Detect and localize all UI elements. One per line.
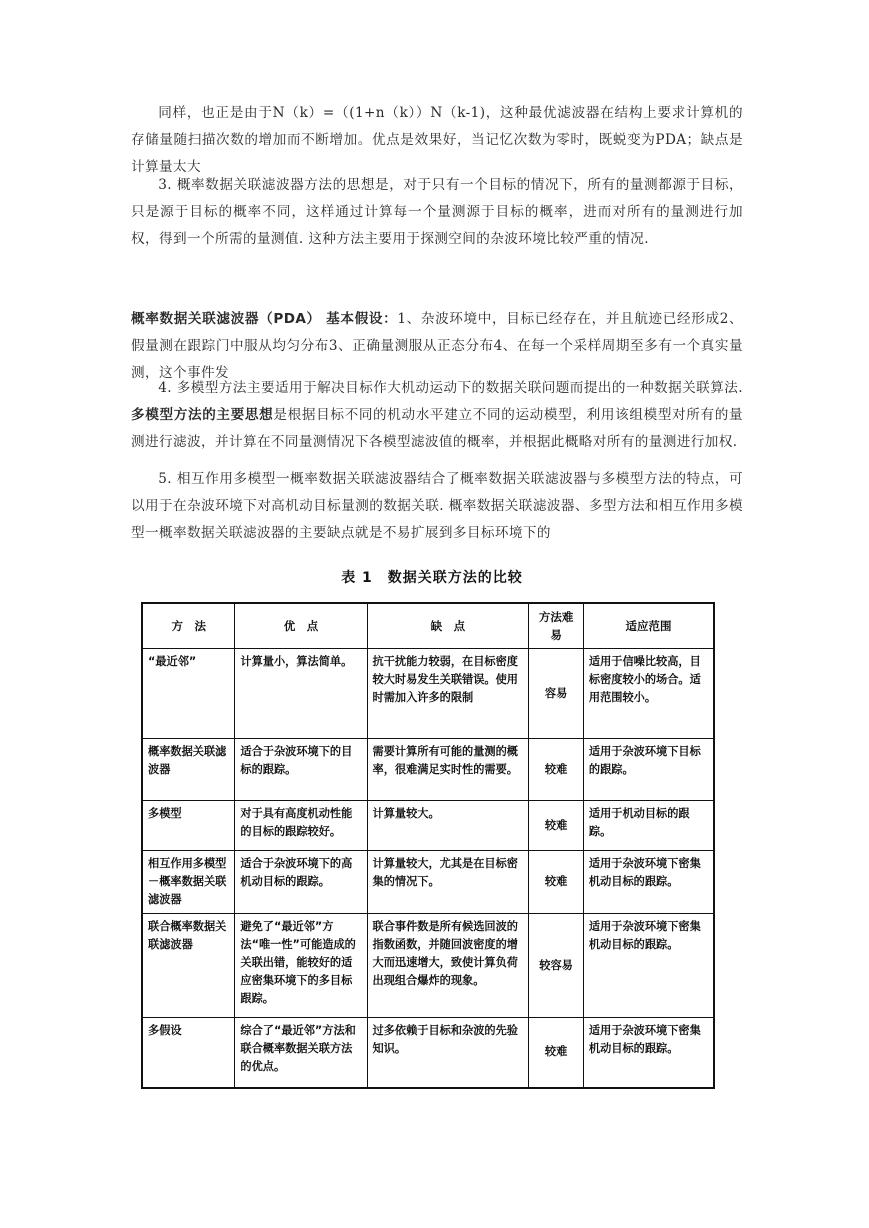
cell-cons: 计算量较大。 bbox=[367, 801, 529, 851]
cell-scope: 适用于杂波环境下密集机动目标的跟踪。 bbox=[583, 914, 714, 1018]
cell-cons: 联合事件数是所有候选回波的指数函数，并随回波密度的增大而迅速增大，致使计算负荷出现组合爆炸的现象。 bbox=[367, 914, 529, 1018]
cell-scope: 适用于信噪比较高，目标密度较小的场合。适用范围较小。 bbox=[583, 649, 714, 739]
cell-method: 概率数据关联滤波器 bbox=[142, 739, 235, 801]
cell-difficulty: 较难 bbox=[529, 739, 584, 801]
paragraph-5: 5. 相互作用多模型一概率数据关联滤波器结合了概率数据关联滤波器与多模型方法的特点，可以用于在杂波环境下对高机动目标量测的数据关联. 概率数据关联滤波器、多型方法和相互作用多模型一概率数据关联滤波器的主要缺点就是不易扩展到多目标环境下的 bbox=[131, 471, 743, 541]
cell-difficulty: 较难 bbox=[529, 851, 584, 914]
table-row bbox=[142, 649, 714, 739]
header-method: 方 法 bbox=[142, 603, 235, 649]
header-scope: 适应范围 bbox=[583, 603, 714, 649]
paragraph-4 bbox=[131, 375, 743, 456]
cell-pros: 适合于杂波环境下的高机动目标的跟踪。 bbox=[235, 851, 367, 914]
cell-pros: 计算量小，算法简单。 bbox=[235, 649, 367, 739]
paragraph-1: 同样，也正是由于N（k）=（(1+n（k））N（k-1)，这种最优滤波器在结构上要求计算机的存储量随扫描次数的增加而不断增加。优点是效果好，当记忆次数为零时，既蜕变为PDA；缺点是计算量太大 bbox=[131, 105, 743, 175]
cell-difficulty: 较难 bbox=[529, 1018, 584, 1088]
cell-cons: 过多依赖于目标和杂波的先验知识。 bbox=[367, 1018, 529, 1088]
table-row bbox=[142, 851, 714, 914]
cell-method: 联合概率数据关联滤波器 bbox=[142, 914, 235, 1018]
cell-method: 相互作用多模型－概率数据关联滤波器 bbox=[142, 851, 235, 914]
pda-assumptions: 1、杂波环境中，目标已经存在，并且航迹已经形成2、假量测在跟踪门中服从均匀分布3、正确量测服从正态分布4、在每一个采样周期至多有一个真实量测，这个事件发 bbox=[131, 311, 744, 381]
table-row bbox=[142, 914, 714, 1018]
cell-method: 多假设 bbox=[142, 1018, 235, 1088]
table-header-row bbox=[142, 603, 714, 649]
paragraph-4-body: 是根据目标不同的机动水平建立不同的运动模型，利用该组模型对所有的量测进行滤波，并计算在不同量测情况下各模型滤波值的概率，并根据此概略对所有的量测进行加权. bbox=[131, 407, 744, 450]
cell-method: 多模型 bbox=[142, 801, 235, 851]
cell-scope: 适用于杂波环境下密集机动目标的跟踪。 bbox=[583, 1018, 714, 1088]
table-row bbox=[142, 1018, 714, 1088]
header-pros: 优 点 bbox=[235, 603, 367, 649]
cell-cons: 抗干扰能力较弱，在目标密度较大时易发生关联错误。使用时需加入许多的限制 bbox=[367, 649, 529, 739]
paragraph-4-intro: 4. 多模型方法主要适用于解决目标作大机动运动下的数据关联问题而提出的一种数据关联算法. bbox=[158, 380, 743, 396]
cell-difficulty: 容易 bbox=[529, 649, 584, 739]
cell-method: “最近邻” bbox=[142, 649, 235, 739]
cell-cons: 需要计算所有可能的量测的概率，很难满足实时性的需要。 bbox=[367, 739, 529, 801]
cell-scope: 适用于杂波环境下目标的跟踪。 bbox=[583, 739, 714, 801]
table-row bbox=[142, 801, 714, 851]
pda-heading: 概率数据关联滤波器（PDA） 基本假设： bbox=[131, 311, 398, 327]
header-cons: 缺 点 bbox=[367, 603, 529, 649]
paragraph-2: 3. 概率数据关联滤波器方法的思想是，对于只有一个目标的情况下，所有的量测都源于目标，只是源于目标的概率不同，这样通过计算每一个量测源于目标的概率，进而对所有的量测进行加权，得到一个所需的量测值. 这种方法主要用于探测空间的杂波环境比较严重的情况. bbox=[131, 177, 743, 247]
multi-model-heading: 多模型方法的主要思想 bbox=[131, 407, 274, 423]
cell-difficulty: 较容易 bbox=[529, 914, 584, 1018]
cell-scope: 适用于机动目标的跟踪。 bbox=[583, 801, 714, 851]
cell-cons: 计算量较大，尤其是在目标密集的情况下。 bbox=[367, 851, 529, 914]
cell-scope: 适用于杂波环境下密集机动目标的跟踪。 bbox=[583, 851, 714, 914]
header-difficulty: 方法难易 bbox=[529, 603, 584, 649]
cell-pros: 适合于杂波环境下的目标的跟踪。 bbox=[235, 739, 367, 801]
cell-pros: 对于具有高度机动性能的目标的跟踪较好。 bbox=[235, 801, 367, 851]
cell-pros: 避免了“最近邻”方法“唯一性”可能造成的关联出错，能较好的适应密集环境下的多目标跟踪。 bbox=[235, 914, 367, 1018]
cell-pros: 综合了“最近邻”方法和联合概率数据关联方法的优点。 bbox=[235, 1018, 367, 1088]
cell-difficulty: 较难 bbox=[529, 801, 584, 851]
table-caption: 表 1 数据关联方法的比较 bbox=[341, 570, 523, 586]
table-row bbox=[142, 739, 714, 801]
comparison-table-figure bbox=[138, 567, 718, 1089]
comparison-table bbox=[141, 602, 715, 1089]
